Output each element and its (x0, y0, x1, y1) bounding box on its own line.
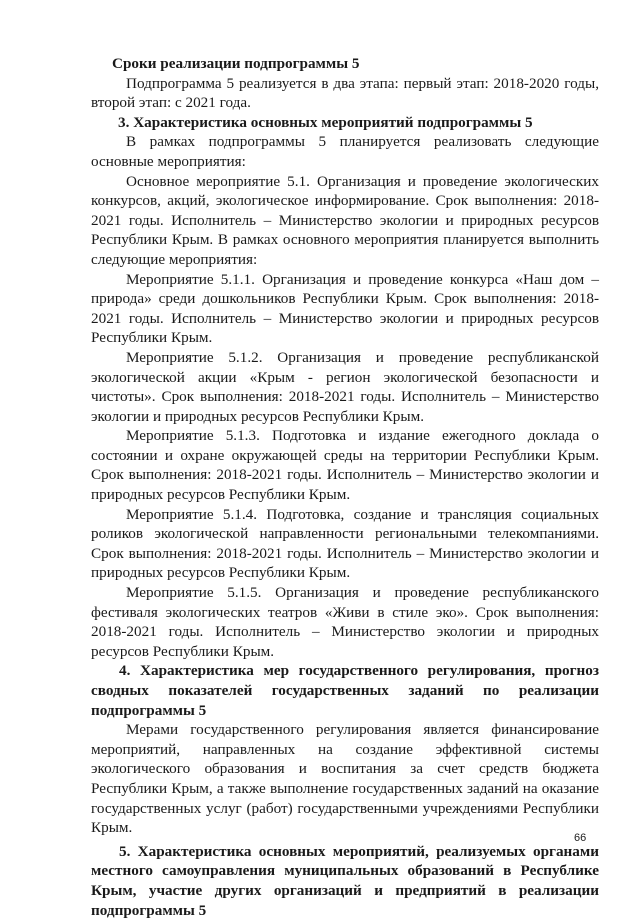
paragraph-terms: Подпрограмма 5 реализуется в два этапа: первый этап: 2018-2020 годы, второй этап: с 2021 года. (91, 74, 599, 112)
heading-section-5: 5. Характеристика основных мероприятий, реализуемых органами местного самоуправления муниципальных образований в Республике Крым, участие других организаций и предприятий в реализации подпрограммы 5 (91, 842, 599, 919)
paragraph-measure-5-1-3: Мероприятие 5.1.3. Подготовка и издание ежегодного доклада о состоянии и охране окружающей среды на территории Республики Крым. Срок выполнения: 2018-2021 годы. Исполнитель – Министерство экологии и природных ресурсов Республики Крым. (91, 427, 599, 504)
paragraph-measure-5-1: Основное мероприятие 5.1. Организация и проведение экологических конкурсов, акций, экологическое информирование. Срок выполнения: 2018-2021 годы. Исполнитель – Министерство экологии и природных ресурсов Республики Крым. В рамках основного мероприятия планируется выполнить следующие мероприятия: (91, 172, 599, 268)
page-number: 66 (574, 832, 587, 844)
paragraph-section-4: Мерами государственного регулирования является финансирование мероприятий, направленных на создание эффективной системы экологического образования и воспитания за счет средств бюджета Республики Крым, а также выполнение государственных заданий на оказание государственных услуг (работ) государственными учреждениями Республики Крым. (91, 721, 599, 837)
paragraph-section-3-intro: В рамках подпрограммы 5 планируется реализовать следующие основные мероприятия: (91, 133, 599, 170)
paragraph-measure-5-1-4: Мероприятие 5.1.4. Подготовка, создание и трансляция социальных роликов экологической направленности региональными телекомпаниями. Срок выполнения: 2018-2021 годы. Исполнитель – Министерство экологии и природных ресурсов Республики Крым. (91, 505, 599, 582)
heading-section-4: 4. Характеристика мер государственного регулирования, прогноз сводных показателей государственных заданий по реализации подпрограммы 5 (91, 662, 599, 719)
paragraph-measure-5-1-2: Мероприятие 5.1.2. Организация и проведение республиканской экологической акции «Крым - регион экологической безопасности и чистоты». Срок выполнения: 2018-2021 годы. Исполнитель – Министерство экологии и природных ресурсов Республики Крым. (91, 348, 599, 425)
heading-section-3: 3. Характеристика основных мероприятий подпрограммы 5 (118, 113, 533, 131)
paragraph-measure-5-1-1: Мероприятие 5.1.1. Организация и проведение конкурса «Наш дом – природа» среди дошкольников Республики Крым. Срок выполнения: 2018-2021 годы. Исполнитель – Министерство экологии и природных ресурсов Республики Крым. (91, 270, 599, 347)
paragraph-measure-5-1-5: Мероприятие 5.1.5. Организация и проведение республиканского фестиваля экологических театров «Живи в стиле эко». Срок выполнения: 2018-2021 годы. Исполнитель – Министерство экологии и природных ресурсов Республики Крым. (91, 584, 599, 660)
heading-terms: Сроки реализации подпрограммы 5 (112, 55, 360, 72)
document-page (91, 54, 599, 920)
